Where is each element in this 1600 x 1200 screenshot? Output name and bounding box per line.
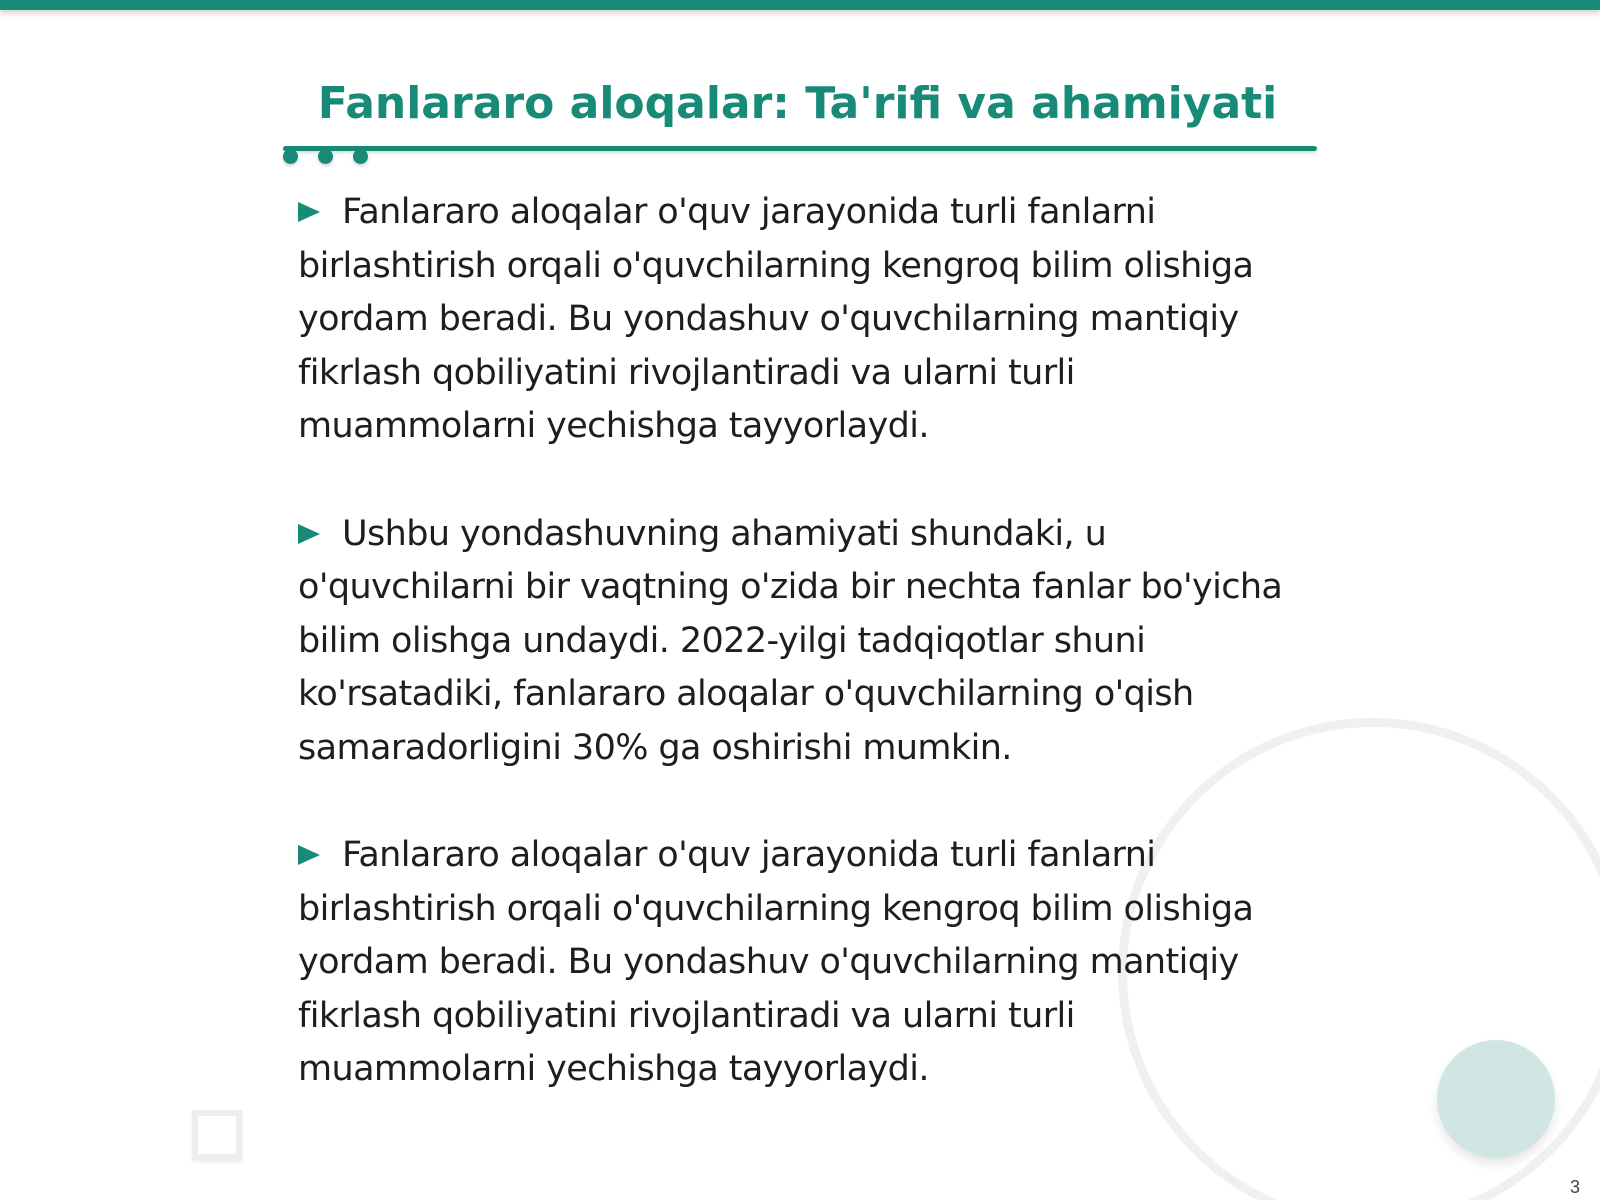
- decorative-dot: [318, 149, 333, 164]
- title-underline: [283, 146, 1317, 151]
- triangle-right-icon: [298, 845, 320, 865]
- decorative-dot: [353, 149, 368, 164]
- top-accent-bar: [0, 0, 1600, 10]
- bullet-text: Fanlararo aloqalar o'quv jarayonida turli fanlarni birlashtirish orqali o'quvchilarning kengroq bilim olishiga yordam beradi. Bu yondashuv o'quvchilarning mantiqiy fikrlash qobiliyatini rivojlantiradi va ularni turli muammolarni yechishga tayyorlaydi.: [298, 835, 1254, 1089]
- decorative-square: [192, 1110, 242, 1160]
- bullet-text: Ushbu yondashuvning ahamiyati shundaki, u o'quvchilarni bir vaqtning o'zida bir nechta fanlar bo'yicha bilim olishga undaydi. 2022-yilgi tadqiqotlar shuni ko'rsatadiki, fanlararo aloqalar o'quvchilarning o'qish samaradorligini 30% ga oshirishi mumkin.: [298, 513, 1283, 768]
- bullet-item: [298, 186, 1303, 454]
- page-number: 3: [1569, 1177, 1580, 1197]
- slide-title: Fanlararo aloqalar: Ta'rifi va ahamiyati: [317, 78, 1278, 129]
- triangle-right-icon: [298, 524, 320, 544]
- bullet-text: Fanlararo aloqalar o'quv jarayonida turli fanlarni birlashtirish orqali o'quvchilarning kengroq bilim olishiga yordam beradi. Bu yondashuv o'quvchilarning mantiqiy fikrlash qobiliyatini rivojlantiradi va ularni turli muammolarni yechishga tayyorlaydi.: [298, 192, 1254, 446]
- decorative-circle: [1437, 1040, 1555, 1158]
- bullet-item: [298, 829, 1303, 1097]
- bullet-list: [298, 186, 1303, 1151]
- bullet-item: [298, 508, 1303, 776]
- triangle-right-icon: [298, 202, 320, 222]
- decorative-dot: [283, 149, 298, 164]
